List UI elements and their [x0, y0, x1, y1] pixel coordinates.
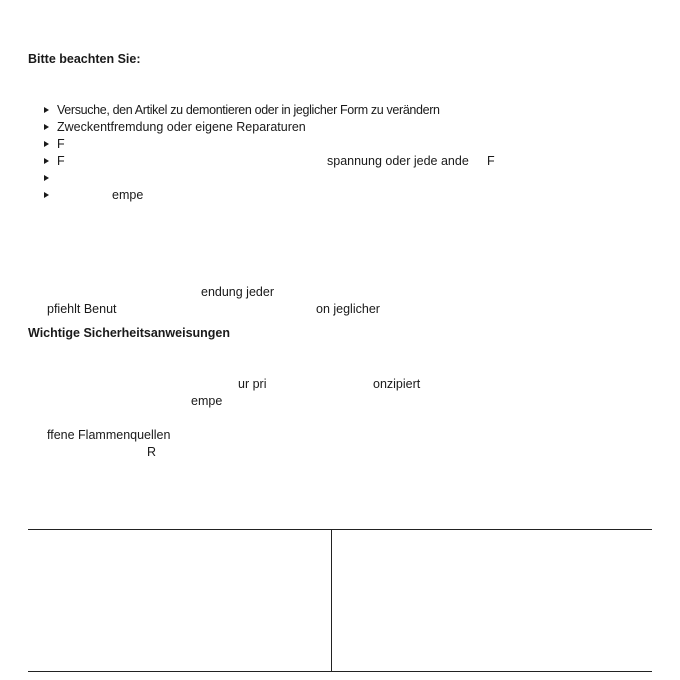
bullet-text: Zweckentfremdung oder eigene Reparaturen [57, 120, 306, 134]
paragraph-fragment: endung jeder [201, 285, 274, 299]
bullet-text: F [57, 137, 65, 151]
bullet-text-fragment: empe [112, 188, 144, 202]
bullet-arrow-icon [44, 141, 49, 147]
paragraph-fragment: pfiehlt Benut [47, 302, 117, 316]
note-heading: Bitte beachten Sie: [28, 52, 141, 66]
bullet-text: F [57, 154, 65, 168]
safety-heading: Wichtige Sicherheitsanweisungen [28, 326, 231, 340]
bullet-arrow-icon [44, 192, 49, 198]
bullet-arrow-icon [44, 107, 49, 113]
table-top-rule [28, 529, 652, 530]
safety-fragment: R [147, 445, 157, 459]
safety-fragment: onzipiert [373, 377, 421, 391]
bullet-arrow-icon [44, 124, 49, 130]
safety-fragment: ffene Flammenquellen [47, 428, 171, 442]
bullet-text: Versuche, den Artikel zu demontieren oder in jeglicher Form zu verändern [57, 103, 440, 117]
table-bottom-rule [28, 671, 652, 672]
bullet-arrow-icon [44, 158, 49, 164]
safety-fragment: ur pri [238, 377, 267, 391]
paragraph-fragment: on jeglicher [316, 302, 380, 316]
bullet-text-fragment: spannung oder jede ande [327, 154, 469, 168]
table-column-divider [331, 529, 332, 672]
safety-fragment: empe [191, 394, 223, 408]
bullet-text-fragment: F [487, 154, 495, 168]
bullet-arrow-icon [44, 175, 49, 181]
